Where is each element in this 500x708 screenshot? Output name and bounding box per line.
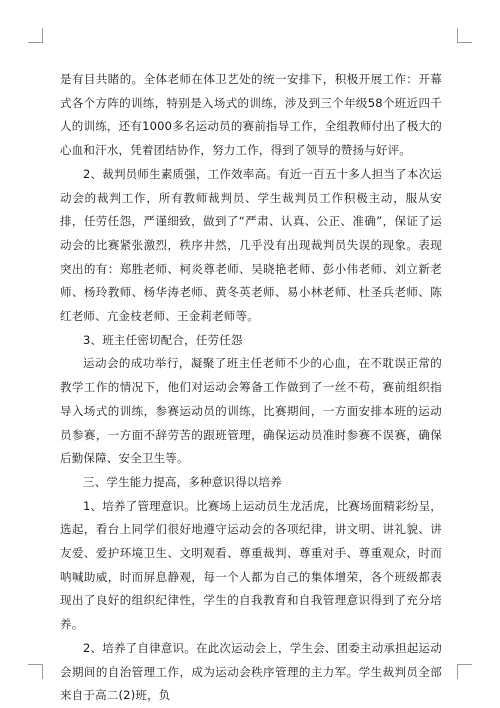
paragraph: 运动会的成功举行，凝聚了班主任老师不少的心血，在不耽误正常的教学工作的情况下，他们对运动会筹备工作做到了一丝不苟，赛前组织指导入场式的训练，参赛运动员的训练，比赛期间，一方面安排本班的运动员参赛，一方面不辞劳苦的跟班管理，确保运动员准时参赛不误赛，确保后勤保障、安全卫生等。 bbox=[60, 356, 442, 466]
paragraph: 是有目共睹的。全体老师在体卫艺处的统一安排下，积极开展工作：开幕式各个方阵的训练，特别是入场式的训练，涉及到三个年级58个班近四千人的训练，还有1000多名运动员的赛前指导工作，全组教师付出了极大的心血和汗水，凭着团结协作，努力工作，得到了领导的赞扬与好评。 bbox=[60, 72, 442, 158]
section-heading: 3、班主任密切配合，任劳任怨 bbox=[83, 332, 243, 347]
section-heading: 三、学生能力提高，多种意识得以培养 bbox=[83, 474, 282, 489]
document-page bbox=[60, 68, 442, 708]
paragraph: 2、培养了自律意识。在此次运动会上，学生会、团委主动承担起运动会期间的自治管理工作，成为运动会秩序管理的主力军。学生裁判员全部来自于高二(2)班，负 bbox=[60, 640, 442, 703]
paragraph: 1、培养了管理意识。比赛场上运动员生龙活虎，比赛场面精彩纷呈，选起，看台上同学们很好地遵守运动会的各项纪律，讲文明、讲礼貌、讲友爱、爱护环境卫生、文明观看、尊重裁判、尊重对手、尊重观众，时而呐喊助威，时而屏息静观，每一个人都为自己的集体增荣，各个班级都表现出了良好的组织纪律性，学生的自我教育和自我管理意识得到了充分培养。 bbox=[60, 498, 442, 632]
crop-mark-bottom-right bbox=[457, 664, 472, 679]
crop-mark-bottom-left bbox=[28, 664, 43, 679]
crop-mark-top-left bbox=[28, 28, 43, 43]
paragraph: 2、裁判员师生素质强，工作效率高。有近一百五十多人担当了本次运动会的裁判工作，所有教师裁判员、学生裁判员工作积极主动，服从安排，任劳任怨，严谨细致，做到了“严肃、认真、公正、准确”，保证了运动会的比赛紧张激烈，秩序井然，几乎没有出现裁判员失误的现象。表现突出的有：郑胜老师、柯炎尊老师、吴晓艳老师、彭小伟老师、刘立新老师、杨玲教师、杨华涛老师、黄冬英老师、易小林老师、杜圣兵老师、陈红老师、亢金枝老师、王金莉老师等。 bbox=[60, 166, 442, 324]
crop-mark-top-right bbox=[457, 28, 472, 43]
